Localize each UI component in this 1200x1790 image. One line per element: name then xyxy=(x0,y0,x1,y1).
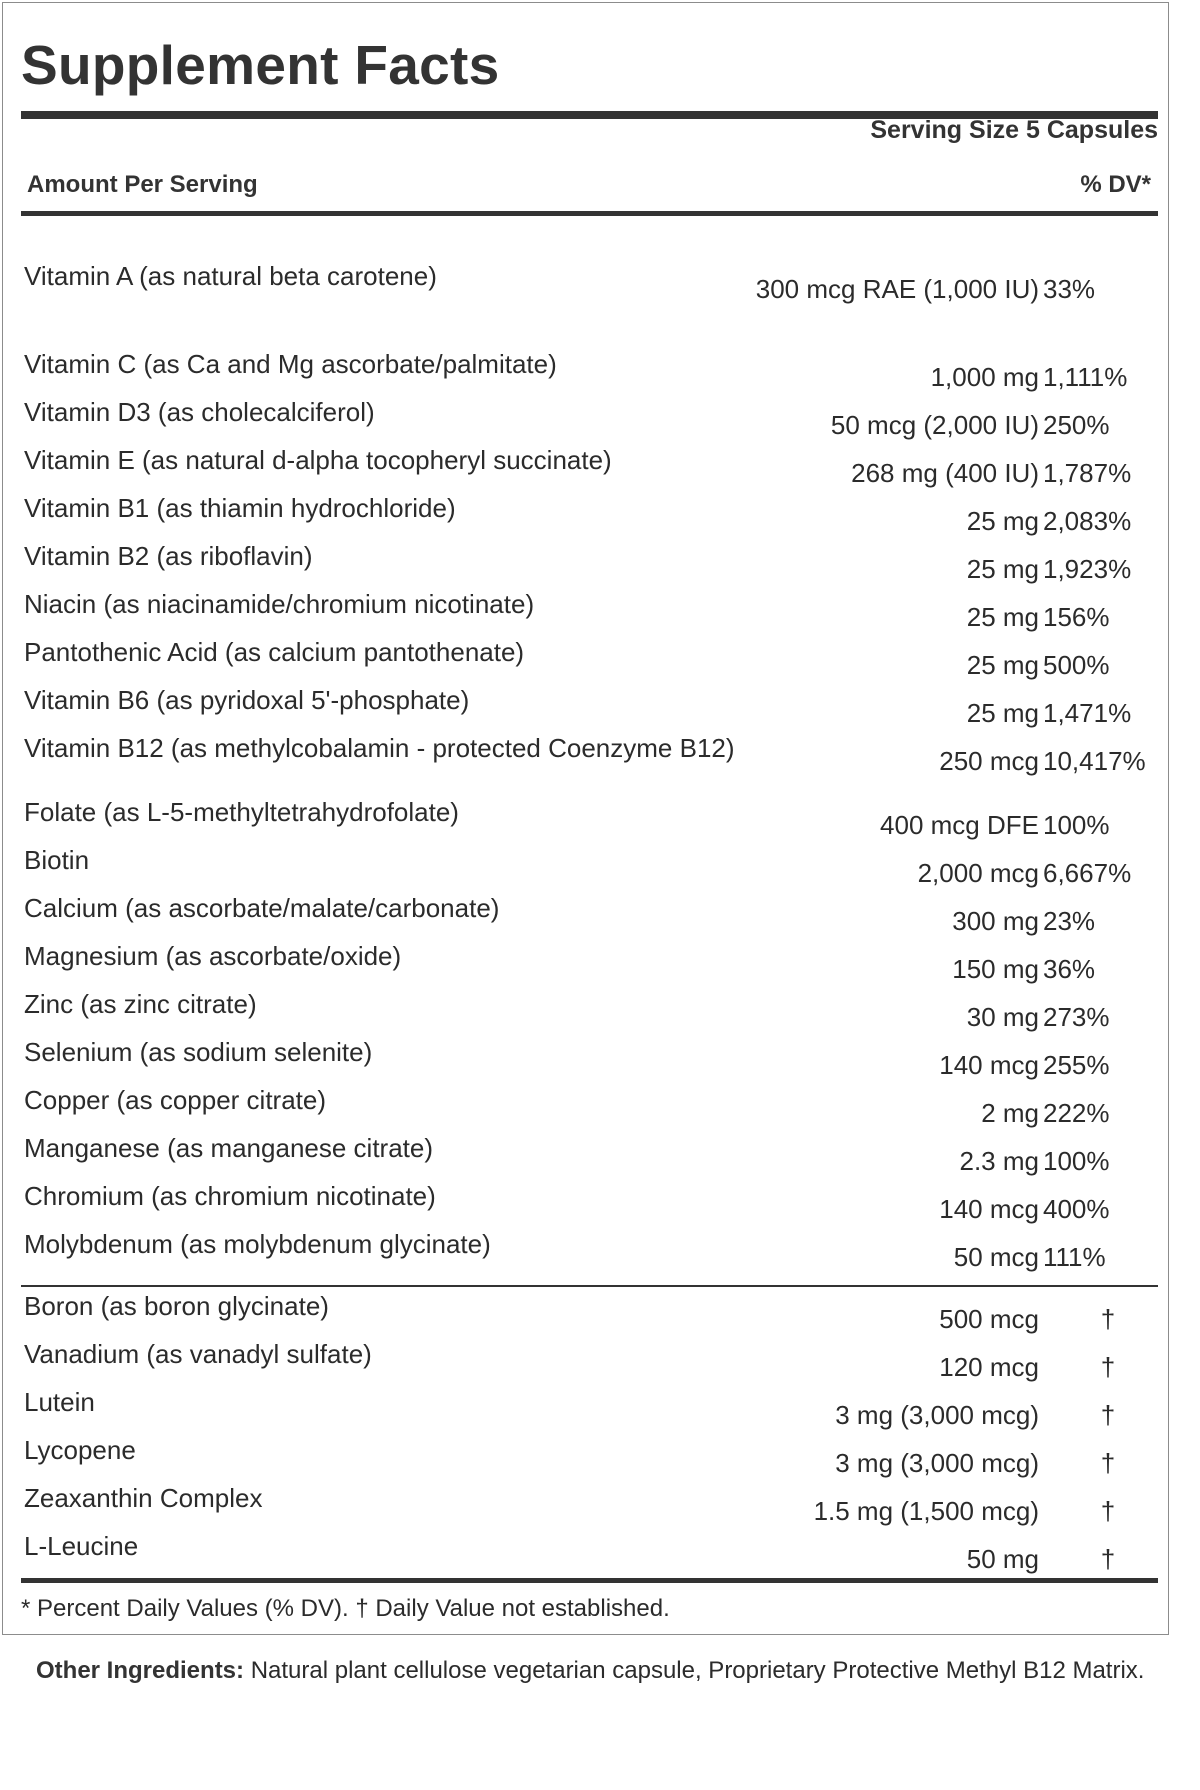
nutrient-amount: 140 mcg xyxy=(939,1194,1039,1224)
nutrient-name: Lutein xyxy=(24,1387,95,1417)
bottom-rule xyxy=(21,1578,1158,1583)
nutrient-row xyxy=(3,1483,1163,1531)
nutrient-dv: 10,417% xyxy=(1043,746,1146,776)
nutrient-row xyxy=(3,685,1163,733)
nutrient-name: Lycopene xyxy=(24,1435,136,1465)
nutrient-row xyxy=(3,397,1163,445)
nutrient-row xyxy=(3,941,1163,989)
nutrient-name: Vitamin B2 (as riboflavin) xyxy=(24,541,313,571)
nutrient-amount: 25 mg xyxy=(966,506,1039,536)
nutrient-name: Niacin (as niacinamide/chromium nicotinate) xyxy=(24,589,535,619)
nutrient-dv: 250% xyxy=(1043,410,1110,440)
nutrient-amount: 140 mcg xyxy=(939,1050,1039,1080)
nutrient-dv: 222% xyxy=(1043,1098,1110,1128)
nutrient-amount: 3 mg (3,000 mcg) xyxy=(835,1448,1039,1478)
nutrient-dv: † xyxy=(1100,1448,1116,1478)
nutrient-amount: 25 mg xyxy=(966,602,1039,632)
nutrient-name: Vitamin D3 (as cholecalciferol) xyxy=(24,397,375,427)
nutrient-row xyxy=(3,541,1163,589)
nutrient-name: Vitamin B6 (as pyridoxal 5'-phosphate) xyxy=(24,685,470,715)
nutrient-dv: 23% xyxy=(1043,906,1096,936)
nutrient-name: Boron (as boron glycinate) xyxy=(24,1291,329,1321)
nutrient-name: Biotin xyxy=(24,845,90,875)
supplement-facts-panel xyxy=(2,2,1169,1635)
nutrient-row xyxy=(3,637,1163,685)
nutrient-dv: 2,083% xyxy=(1043,506,1132,536)
other-ingredients-text: Natural plant cellulose vegetarian capsule, Proprietary Protective Methyl B12 Matrix. xyxy=(250,1657,1145,1684)
nutrient-amount: 25 mg xyxy=(966,650,1039,680)
header-rule xyxy=(21,211,1158,216)
nutrient-dv: 1,111% xyxy=(1043,362,1128,392)
nutrient-name: Manganese (as manganese citrate) xyxy=(24,1133,434,1163)
nutrient-amount: 2.3 mg xyxy=(959,1146,1039,1176)
nutrient-amount: 150 mg xyxy=(952,954,1039,984)
nutrient-amount: 25 mg xyxy=(966,698,1039,728)
nutrient-dv: † xyxy=(1100,1352,1116,1382)
nutrient-amount: 268 mg (400 IU) xyxy=(851,458,1039,488)
nutrient-row xyxy=(3,893,1163,941)
nutrient-amount: 250 mcg xyxy=(939,746,1039,776)
percent-dv-header: % DV* xyxy=(1080,171,1151,198)
nutrient-row xyxy=(3,1339,1163,1387)
nutrient-name: Zeaxanthin Complex xyxy=(24,1483,263,1513)
nutrient-row xyxy=(3,1037,1163,1085)
nutrient-row xyxy=(3,1229,1163,1277)
nutrient-row xyxy=(3,589,1163,637)
nutrient-name: Vitamin E (as natural d-alpha tocopheryl succinate) xyxy=(24,445,612,475)
nutrient-name: Vitamin B12 (as methylcobalamin - protected Coenzyme B12) xyxy=(24,733,735,763)
nutrient-amount: 3 mg (3,000 mcg) xyxy=(835,1400,1039,1430)
nutrient-dv: 500% xyxy=(1043,650,1110,680)
nutrient-row xyxy=(3,1133,1163,1181)
nutrient-row xyxy=(3,989,1163,1037)
nutrient-amount: 50 mcg xyxy=(953,1242,1039,1272)
nutrient-dv: 33% xyxy=(1043,274,1096,304)
serving-size: Serving Size 5 Capsules xyxy=(870,116,1158,144)
nutrient-name: L-Leucine xyxy=(24,1531,139,1561)
nutrient-row xyxy=(3,445,1163,493)
nutrient-amount: 2 mg xyxy=(981,1098,1039,1128)
nutrient-amount: 1.5 mg (1,500 mcg) xyxy=(813,1496,1039,1526)
nutrient-amount: 50 mcg (2,000 IU) xyxy=(830,410,1039,440)
nutrient-row xyxy=(3,1291,1163,1339)
dv-footnote: * Percent Daily Values (% DV). † Daily Value not established. xyxy=(21,1595,670,1622)
amount-per-serving-header: Amount Per Serving xyxy=(27,171,258,198)
nutrient-row xyxy=(3,1181,1163,1229)
nutrient-name: Magnesium (as ascorbate/oxide) xyxy=(24,941,402,971)
nutrient-row xyxy=(3,845,1163,893)
nutrient-row xyxy=(3,261,1163,309)
nutrient-name: Pantothenic Acid (as calcium pantothenate) xyxy=(24,637,525,667)
nutrient-amount: 300 mcg RAE (1,000 IU) xyxy=(755,274,1039,304)
nutrient-name: Molybdenum (as molybdenum glycinate) xyxy=(24,1229,491,1259)
nutrient-name: Chromium (as chromium nicotinate) xyxy=(24,1181,436,1211)
nutrient-dv: 400% xyxy=(1043,1194,1110,1224)
nutrient-dv: 1,923% xyxy=(1043,554,1132,584)
nutrient-row xyxy=(3,1387,1163,1435)
nutrient-amount: 400 mcg DFE xyxy=(880,810,1039,840)
nutrient-row xyxy=(3,1085,1163,1133)
nutrient-name: Vitamin C (as Ca and Mg ascorbate/palmitate) xyxy=(24,349,557,379)
other-ingredients xyxy=(36,1652,1156,1690)
nutrient-amount: 120 mcg xyxy=(939,1352,1039,1382)
nutrient-dv: † xyxy=(1100,1304,1116,1334)
section-divider-rule xyxy=(21,1285,1158,1287)
nutrient-name: Selenium (as sodium selenite) xyxy=(24,1037,373,1067)
nutrient-name: Vitamin B1 (as thiamin hydrochloride) xyxy=(24,493,456,523)
nutrient-dv: 100% xyxy=(1043,1146,1110,1176)
nutrient-name: Calcium (as ascorbate/malate/carbonate) xyxy=(24,893,500,923)
nutrient-amount: 500 mcg xyxy=(939,1304,1039,1334)
nutrient-name: Vitamin A (as natural beta carotene) xyxy=(24,261,437,291)
nutrient-dv: 255% xyxy=(1043,1050,1110,1080)
nutrient-dv: 156% xyxy=(1043,602,1110,632)
nutrient-row xyxy=(3,493,1163,541)
nutrient-name: Vanadium (as vanadyl sulfate) xyxy=(24,1339,372,1369)
panel-title: Supplement Facts xyxy=(21,34,500,96)
other-ingredients-label: Other Ingredients: xyxy=(36,1657,245,1684)
nutrient-dv: † xyxy=(1100,1400,1116,1430)
nutrient-dv: 273% xyxy=(1043,1002,1110,1032)
nutrient-dv: 6,667% xyxy=(1043,858,1132,888)
nutrient-dv: † xyxy=(1100,1544,1116,1574)
nutrient-dv: 1,471% xyxy=(1043,698,1132,728)
nutrient-dv: 111% xyxy=(1043,1242,1106,1272)
nutrient-name: Copper (as copper citrate) xyxy=(24,1085,327,1115)
nutrient-row xyxy=(3,1435,1163,1483)
nutrient-name: Folate (as L-5-methyltetrahydrofolate) xyxy=(24,797,459,827)
nutrient-amount: 2,000 mcg xyxy=(917,858,1039,888)
nutrient-row xyxy=(3,797,1163,845)
nutrient-row xyxy=(3,1531,1163,1579)
nutrient-dv: 36% xyxy=(1043,954,1096,984)
nutrient-amount: 50 mg xyxy=(966,1544,1039,1574)
nutrient-dv: † xyxy=(1100,1496,1116,1526)
nutrient-amount: 300 mg xyxy=(952,906,1039,936)
nutrient-dv: 100% xyxy=(1043,810,1110,840)
nutrient-amount: 25 mg xyxy=(966,554,1039,584)
nutrient-name: Zinc (as zinc citrate) xyxy=(24,989,257,1019)
nutrient-row xyxy=(3,733,1163,781)
nutrient-amount: 1,000 mg xyxy=(930,362,1039,392)
nutrient-dv: 1,787% xyxy=(1043,458,1132,488)
nutrient-amount: 30 mg xyxy=(966,1002,1039,1032)
nutrient-row xyxy=(3,349,1163,397)
